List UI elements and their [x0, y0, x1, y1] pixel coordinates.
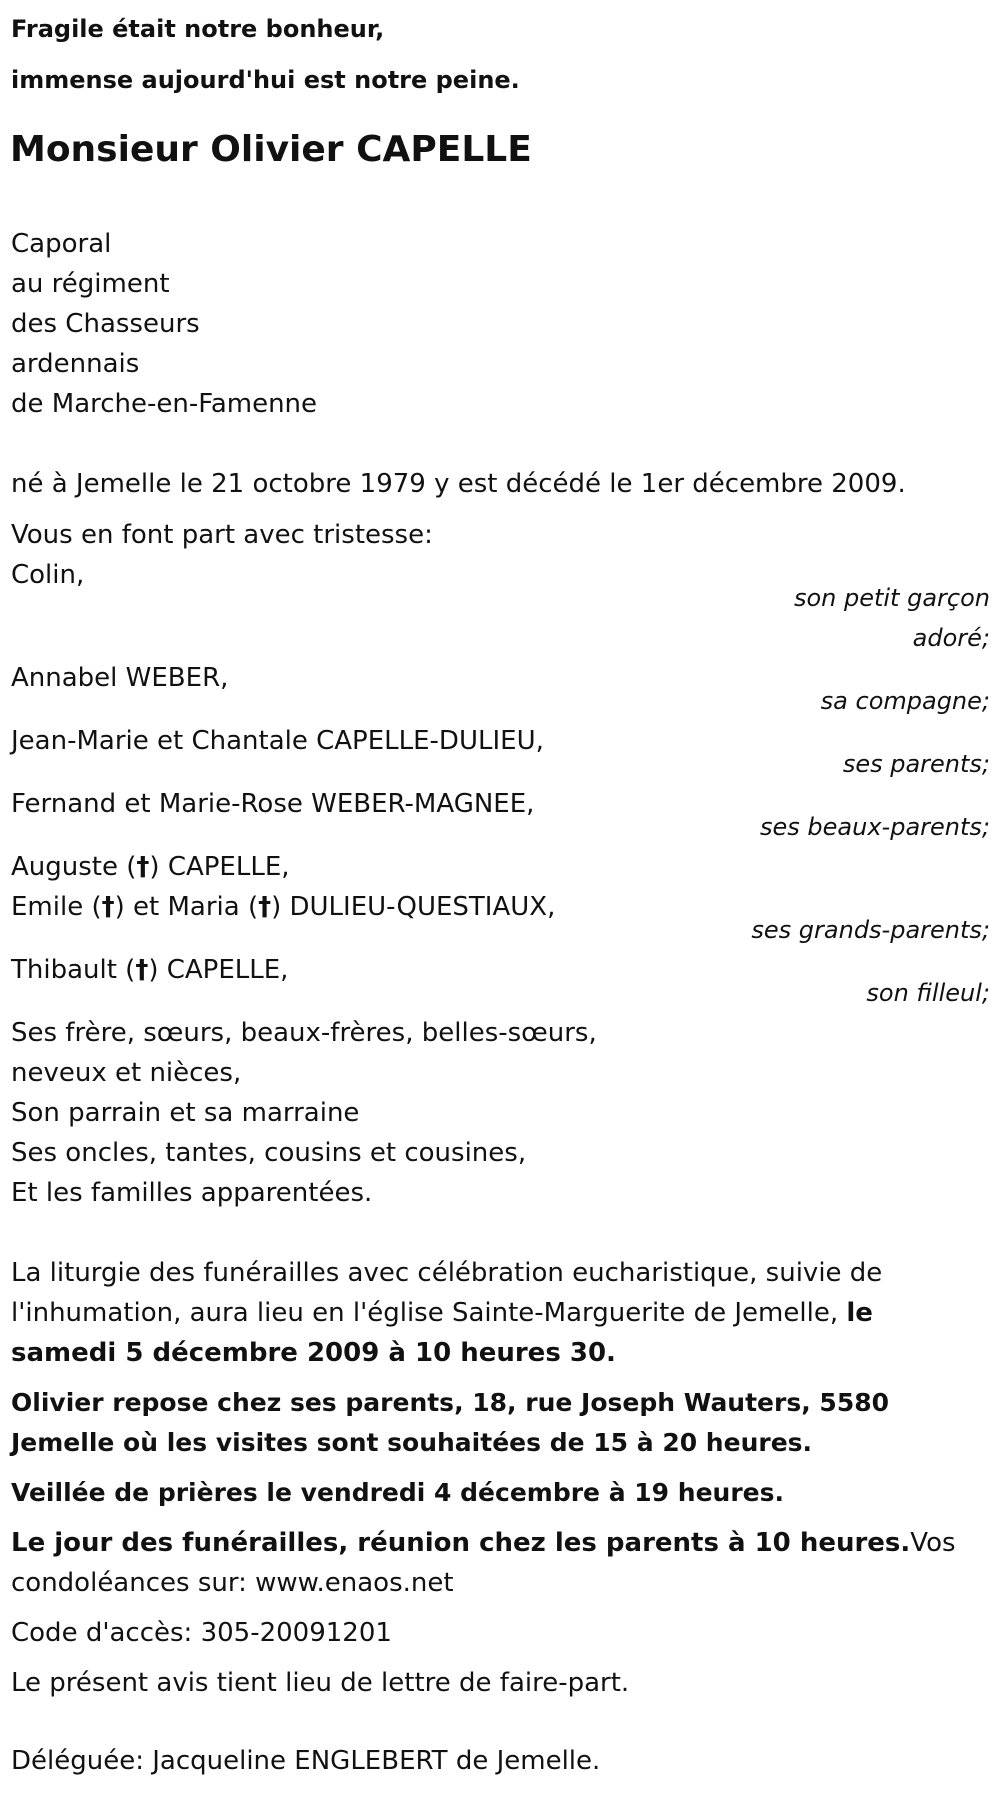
title-line: des Chasseurs — [11, 309, 200, 339]
family-others-line: Ses frère, sœurs, beaux-frères, belles-sœurs, — [11, 1018, 597, 1048]
meeting-info: Le jour des funérailles, réunion chez les parents à 10 heures. — [11, 1528, 911, 1558]
family-others-line: Son parrain et sa marraine — [11, 1098, 360, 1128]
title-line: ardennais — [11, 349, 140, 379]
family-member-godson: Thibault (†) CAPELLE, — [11, 955, 289, 985]
funeral-date: le samedi 5 décembre 2009 à 10 heures 30. — [11, 1298, 873, 1368]
notice: Le présent avis tient lieu de lettre de faire-part. — [11, 1668, 630, 1698]
relation-grandparents: ses grands-parents; — [751, 916, 990, 944]
relation-parents: ses parents; — [842, 750, 990, 778]
title-line: Caporal — [11, 229, 112, 259]
condolences-info: Vos condoléances sur: www.enaos.net — [11, 1528, 956, 1598]
funeral-details — [11, 1253, 971, 1373]
access-code: Code d'accès: 305-20091201 — [11, 1618, 392, 1648]
deceased-titles — [11, 224, 317, 424]
relation-godson: son filleul; — [866, 979, 990, 1007]
relation-colin-1: son petit garçon — [793, 584, 990, 612]
rest-visiting-info: Olivier repose chez ses parents, 18, rue Joseph Wauters, 5580 Jemelle où les visites sont souhaitées de 15 à 20 heures. — [11, 1388, 890, 1457]
title-line: au régiment — [11, 269, 170, 299]
cross-icon: † — [135, 955, 149, 985]
cross-icon: † — [101, 892, 115, 922]
delegate: Déléguée: Jacqueline ENGLEBERT de Jemelle. — [11, 1746, 601, 1776]
family-others-line: neveux et nièces, — [11, 1058, 242, 1088]
family-member-parents: Jean-Marie et Chantale CAPELLE-DULIEU, — [11, 726, 544, 756]
family-others-line: Ses oncles, tantes, cousins et cousines, — [11, 1138, 527, 1168]
family-member-grandparent-1: Auguste (†) CAPELLE, — [11, 852, 290, 882]
funeral-text: La liturgie des funérailles avec célébration eucharistique, suivie de l'inhumation, aura lieu en l'église Sainte-Marguerite de Jemelle, — [11, 1258, 883, 1328]
relation-colin-2: adoré; — [912, 624, 990, 652]
epitaph-line-1: Fragile était notre bonheur, — [11, 15, 385, 43]
relation-inlaws: ses beaux-parents; — [760, 813, 990, 841]
family-others-line: Et les familles apparentées. — [11, 1178, 373, 1208]
family-member-annabel: Annabel WEBER, — [11, 663, 229, 693]
birth-death-dates: né à Jemelle le 21 octobre 1979 y est décédé le 1er décembre 2009. — [11, 469, 906, 499]
announcement: Vous en font part avec tristesse: — [11, 520, 433, 550]
deceased-name: Monsieur Olivier CAPELLE — [10, 129, 532, 170]
relation-annabel: sa compagne; — [820, 687, 990, 715]
family-member-inlaws: Fernand et Marie-Rose WEBER-MAGNEE, — [11, 789, 535, 819]
meeting-condolences — [11, 1523, 971, 1603]
cross-icon: † — [258, 892, 272, 922]
epitaph-line-2: immense aujourd'hui est notre peine. — [11, 66, 520, 94]
family-member-grandparents-2: Emile (†) et Maria (†) DULIEU-QUESTIAUX, — [11, 892, 556, 922]
vigil-info: Veillée de prières le vendredi 4 décembre à 19 heures. — [11, 1478, 784, 1507]
family-member-colin: Colin, — [11, 560, 85, 590]
epitaph — [11, 4, 520, 106]
cross-icon: † — [136, 852, 150, 882]
title-line: de Marche-en-Famenne — [11, 389, 318, 419]
